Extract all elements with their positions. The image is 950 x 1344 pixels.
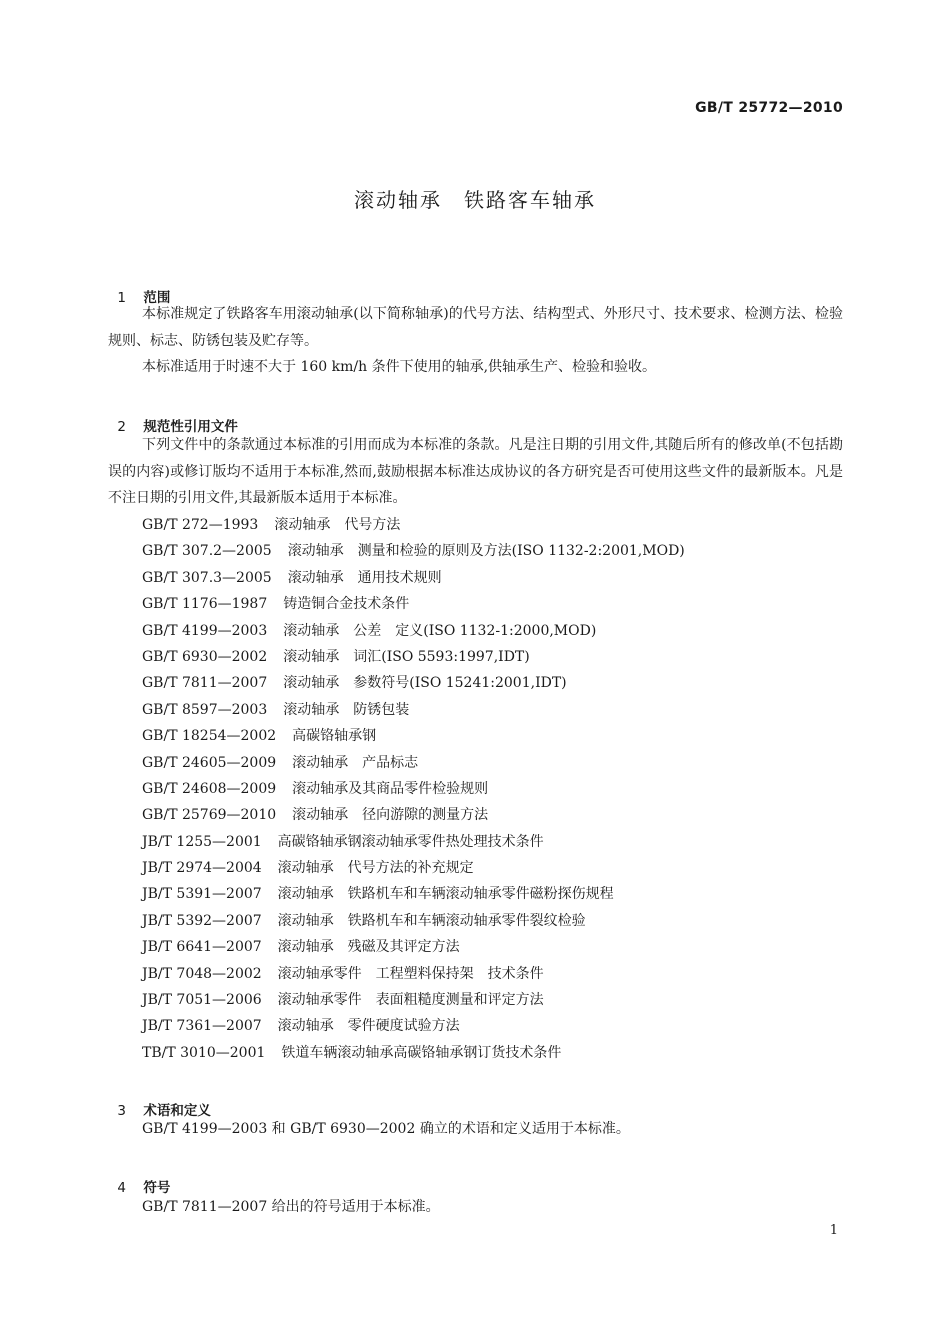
reference-item [142,591,685,617]
reference-code: GB/T 307.2—2005 [142,543,272,560]
standard-number: GB/T 25772—2010 [695,100,843,116]
reference-title: 滚动轴承 测量和检验的原则及方法(ISO 1132-2:2001,MOD) [287,543,685,560]
reference-item [142,908,685,934]
reference-title: 滚动轴承 防锈包装 [283,701,410,718]
section-number: 3 [117,1103,126,1119]
reference-title: 滚动轴承 通用技术规则 [287,569,442,586]
reference-title: 滚动轴承 铁路机车和车辆滚动轴承零件磁粉探伤规程 [277,886,614,903]
section-4-paragraph-1: GB/T 7811—2007 给出的符号适用于本标准。 [142,1199,440,1215]
reference-title: 滚动轴承 残磁及其评定方法 [277,939,460,956]
reference-item [142,644,685,670]
reference-code: GB/T 25769—2010 [142,807,277,824]
page-number: 1 [829,1223,838,1238]
reference-code: JB/T 5392—2007 [142,912,262,929]
reference-title: 滚动轴承 产品标志 [292,754,419,771]
section-3-heading [108,1083,211,1119]
reference-title: 铸造铜合金技术条件 [283,596,410,613]
section-3-paragraph-1: GB/T 4199—2003 和 GB/T 6930—2002 确立的术语和定义适用于本标准。 [142,1121,630,1137]
reference-item [142,723,685,749]
reference-code: TB/T 3010—2001 [142,1044,266,1061]
reference-title: 滚动轴承零件 表面粗糙度测量和评定方法 [277,992,544,1009]
reference-item [142,618,685,644]
reference-item [142,855,685,881]
reference-title: 滚动轴承 代号方法的补充规定 [277,860,474,877]
reference-code: GB/T 1176—1987 [142,596,268,613]
document-title: 滚动轴承 铁路客车轴承 [354,188,596,212]
reference-code: GB/T 272—1993 [142,517,259,533]
normative-references-list [142,512,685,1066]
section-number: 2 [117,419,126,435]
reference-title: 铁道车辆滚动轴承高碳铬轴承钢订货技术条件 [281,1044,562,1061]
reference-code: GB/T 307.3—2005 [142,569,272,586]
reference-title: 滚动轴承 零件硬度试验方法 [277,1018,460,1035]
reference-code: GB/T 24608—2009 [142,780,277,797]
reference-item [142,802,685,828]
section-1-paragraph-1: 本标准规定了铁路客车用滚动轴承(以下简称轴承)的代号方法、结构型式、外形尺寸、技术要求、检测方法、检验规则、标志、防锈包装及贮存等。 [108,306,843,349]
section-title: 规范性引用文件 [143,419,238,435]
reference-item [142,1013,685,1039]
reference-title: 滚动轴承 径向游隙的测量方法 [292,807,489,824]
reference-code: JB/T 2974—2004 [142,860,262,877]
section-title: 范围 [143,290,171,306]
reference-title: 高碳铬轴承钢 [292,728,377,745]
reference-code: GB/T 8597—2003 [142,701,268,718]
section-title: 术语和定义 [143,1103,211,1119]
reference-title: 滚动轴承及其商品零件检验规则 [292,780,489,797]
reference-item [142,538,685,564]
reference-item [142,670,685,696]
reference-code: GB/T 7811—2007 [142,675,268,692]
reference-title: 滚动轴承 参数符号(ISO 15241:2001,IDT) [283,675,567,692]
reference-item [142,776,685,802]
section-1-paragraph-2: 本标准适用于时速不大于 160 km/h 条件下使用的轴承,供轴承生产、检验和验收。 [142,359,657,375]
reference-code: GB/T 4199—2003 [142,622,268,639]
reference-item [142,565,685,591]
reference-code: GB/T 24605—2009 [142,754,277,771]
reference-code: GB/T 6930—2002 [142,648,268,665]
reference-code: JB/T 7361—2007 [142,1018,262,1035]
reference-item [142,697,685,723]
reference-item [142,881,685,907]
reference-title: 滚动轴承零件 工程塑料保持架 技术条件 [277,965,544,982]
reference-title: 滚动轴承 词汇(ISO 5593:1997,IDT) [283,648,530,665]
reference-item [142,934,685,960]
reference-item [142,750,685,776]
reference-title: 滚动轴承 代号方法 [274,517,401,533]
reference-item [142,829,685,855]
reference-code: JB/T 5391—2007 [142,886,262,903]
section-title: 符号 [143,1180,171,1196]
reference-title: 高碳铬轴承钢滚动轴承零件热处理技术条件 [277,833,544,850]
reference-title: 滚动轴承 公差 定义(ISO 1132-1:2000,MOD) [283,622,597,639]
reference-title: 滚动轴承 铁路机车和车辆滚动轴承零件裂纹检验 [277,912,586,929]
section-4-heading [108,1160,170,1196]
section-number: 1 [117,290,126,306]
reference-code: JB/T 1255—2001 [142,833,262,850]
reference-item [142,987,685,1013]
reference-code: JB/T 7051—2006 [142,992,262,1009]
reference-item [142,961,685,987]
reference-code: GB/T 18254—2002 [142,728,277,745]
section-2-heading [108,399,238,435]
section-2-paragraph-1: 下列文件中的条款通过本标准的引用而成为本标准的条款。凡是注日期的引用文件,其随后所有的修改单(不包括勘误的内容)或修订版均不适用于本标准,然而,鼓励根据本标准达成协议的各方研究是否可使用这些文件的最新版本。凡是不注日期的引用文件,其最新版本适用于本标准。 [108,437,843,506]
reference-code: JB/T 6641—2007 [142,939,262,956]
reference-code: JB/T 7048—2002 [142,965,262,982]
section-number: 4 [117,1180,126,1196]
reference-item [142,1040,685,1066]
reference-item [142,512,685,538]
